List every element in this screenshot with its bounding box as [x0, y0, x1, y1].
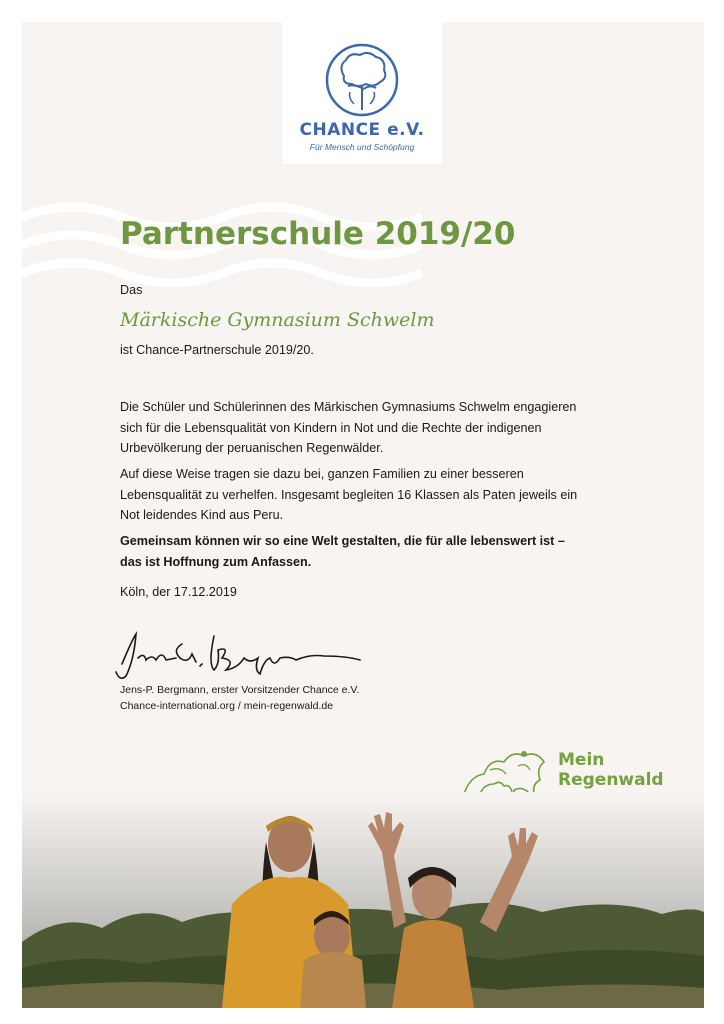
- signature-caption: Jens-P. Bergmann, erster Vorsitzender Chance e.V.: [120, 684, 360, 696]
- text-line: Die Schüler und Schülerinnen des Märkischen Gymnasiums Schwelm engagieren: [120, 400, 577, 414]
- text-line: Not leidendes Kind aus Peru.: [120, 508, 284, 522]
- tree-circle-icon: [324, 42, 400, 118]
- chance-logo: [282, 22, 442, 164]
- website-links[interactable]: Chance-international.org / mein-regenwald.de: [120, 700, 334, 712]
- text-line: Urbevölkerung der peruanischen Regenwälder.: [120, 441, 384, 455]
- date-line: Köln, der 17.12.2019: [120, 585, 237, 599]
- intro-text: Das: [120, 283, 143, 297]
- certificate-title: Partnerschule 2019/20: [120, 216, 516, 252]
- text-line: Gemeinsam können wir so eine Welt gestalten, die für alle lebenswert ist –: [120, 534, 565, 548]
- text-line: Lebensqualität zu verhelfen. Insgesamt begleiten 16 Klassen als Paten jeweils ein: [120, 487, 578, 502]
- project-logo-line1: Mein: [558, 750, 605, 770]
- motto-text: [120, 531, 610, 572]
- text-line: Auf diese Weise tragen sie dazu bei, ganzen Familien zu einer besseren: [120, 467, 524, 481]
- paragraph-impact: [120, 464, 610, 526]
- certificate-page: [22, 22, 704, 1008]
- text-line: sich für die Lebensqualität von Kindern in Not und die Rechte der indigenen: [120, 420, 542, 435]
- project-logo-line2: Regenwald: [558, 770, 664, 790]
- rainforest-family-photo: [22, 792, 704, 1008]
- text-line: das ist Hoffnung zum Anfassen.: [120, 554, 312, 569]
- handwritten-signature: [110, 624, 370, 684]
- logo-name: CHANCE e.V.: [299, 120, 425, 140]
- paragraph-engagement: [120, 397, 610, 459]
- logo-tagline: Für Mensch und Schöpfung: [309, 142, 415, 152]
- school-name: Märkische Gymnasium Schwelm: [120, 309, 435, 331]
- intro-end-text: ist Chance-Partnerschule 2019/20.: [120, 343, 314, 357]
